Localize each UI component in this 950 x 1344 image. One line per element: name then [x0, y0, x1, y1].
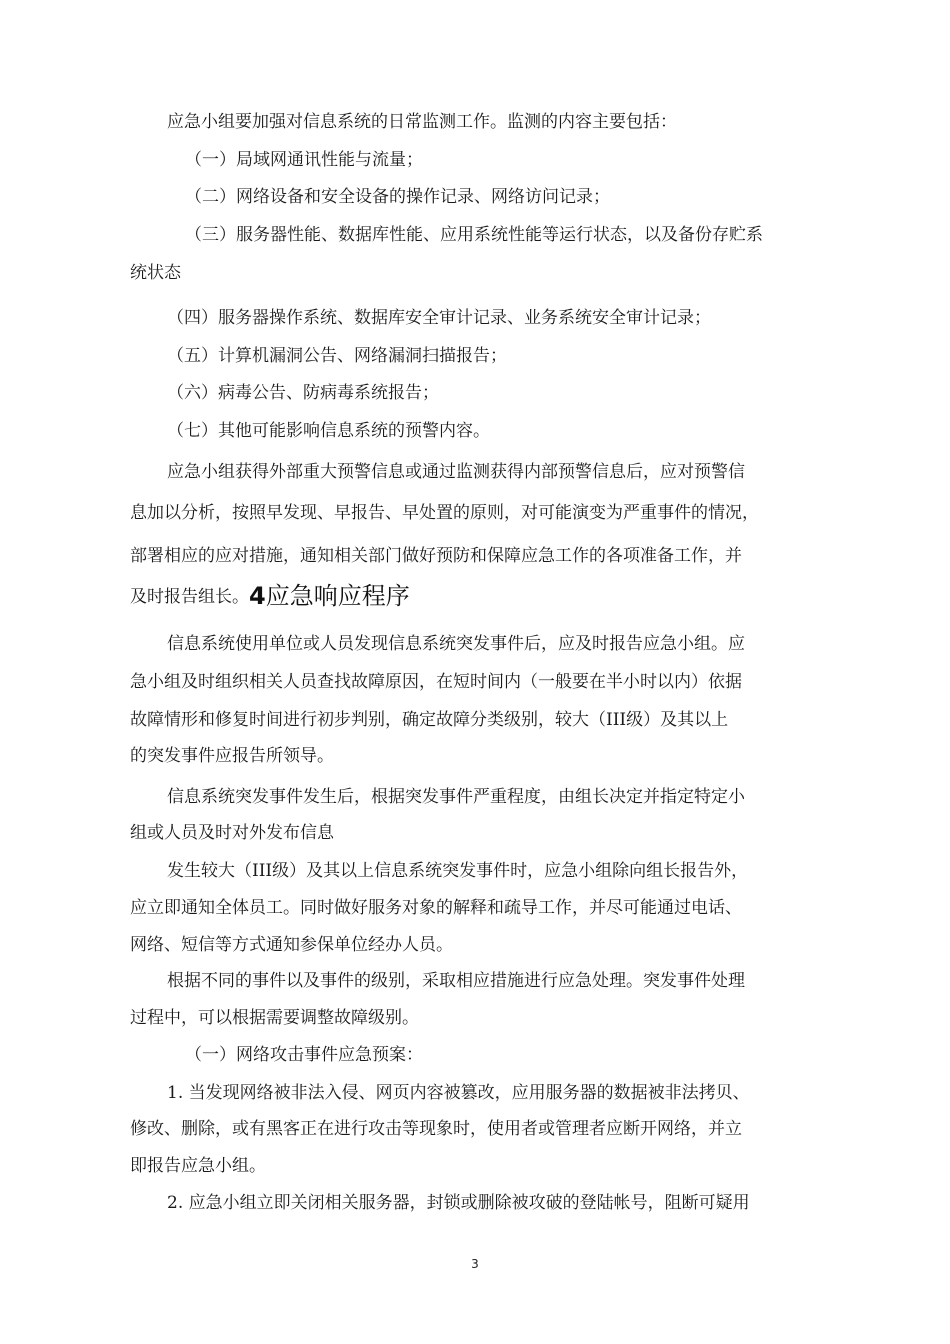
- paragraph-warning-line4-text: 及时报告组长。: [130, 587, 249, 607]
- list-item-1: （一）局域网通讯性能与流量；: [185, 150, 423, 170]
- paragraph-notify-line3: 网络、短信等方式通知参保单位经办人员。: [130, 935, 453, 955]
- subsection-network-attack: （一）网络攻击事件应急预案：: [185, 1045, 423, 1065]
- paragraph-publish-line2: 组或人员及时对外发布信息: [130, 823, 334, 843]
- paragraph-publish: 信息系统突发事件发生后，根据突发事件严重程度，由组长决定并指定特定小: [167, 787, 745, 807]
- list-item-3: （三）服务器性能、数据库性能、应用系统性能等运行状态，以及备份存贮系: [185, 225, 763, 245]
- paragraph-monitoring-intro: 应急小组要加强对信息系统的日常监测工作。监测的内容主要包括：: [167, 112, 677, 132]
- list-item-2: （二）网络设备和安全设备的操作记录、网络访问记录；: [185, 187, 610, 207]
- paragraph-warning: 应急小组获得外部重大预警信息或通过监测获得内部预警信息后，应对预警信: [167, 462, 745, 482]
- list-item-7: （七）其他可能影响信息系统的预警内容。: [167, 421, 490, 441]
- paragraph-handling: 根据不同的事件以及事件的级别，采取相应措施进行应急处理。突发事件处理: [167, 971, 745, 991]
- paragraph-notify: 发生较大（III级）及其以上信息系统突发事件时，应急小组除向组长报告外，: [167, 861, 749, 881]
- paragraph-warning-line3: 部署相应的应对措施，通知相关部门做好预防和保障应急工作的各项准备工作，并: [130, 546, 742, 566]
- section-heading-title: 应急响应程序: [265, 582, 410, 610]
- list-item-3-continued: 统状态: [130, 263, 181, 283]
- page-number: 3: [471, 1257, 479, 1271]
- list-item-5: （五）计算机漏洞公告、网络漏洞扫描报告；: [167, 346, 507, 366]
- list-item-4: （四）服务器操作系统、数据库安全审计记录、业务系统安全审计记录；: [167, 308, 711, 328]
- step-1-line2: 修改、删除，或有黑客正在进行攻击等现象时，使用者或管理者应断开网络，并立: [130, 1119, 742, 1139]
- paragraph-handling-line2: 过程中，可以根据需要调整故障级别。: [130, 1008, 419, 1028]
- step-1-line3: 即报告应急小组。: [130, 1156, 266, 1176]
- step-1: 1. 当发现网络被非法入侵、网页内容被篡改，应用服务器的数据被非法拷贝、: [167, 1083, 750, 1103]
- paragraph-warning-line4: [130, 582, 410, 610]
- list-item-6: （六）病毒公告、防病毒系统报告；: [167, 383, 439, 403]
- section-heading: [249, 582, 410, 610]
- step-2: 2. 应急小组立即关闭相关服务器，封锁或删除被攻破的登陆帐号，阻断可疑用: [167, 1193, 750, 1213]
- paragraph-response-line2: 急小组及时组织相关人员查找故障原因，在短时间内（一般要在半小时以内）依据: [130, 672, 742, 692]
- paragraph-response-line3: 故障情形和修复时间进行初步判别，确定故障分类级别，较大（III级）及其以上: [130, 710, 729, 730]
- section-heading-number: 4: [249, 582, 266, 610]
- paragraph-response-line4: 的突发事件应报告所领导。: [130, 746, 334, 766]
- paragraph-response: 信息系统使用单位或人员发现信息系统突发事件后，应及时报告应急小组。应: [167, 634, 745, 654]
- paragraph-notify-line2: 应立即通知全体员工。同时做好服务对象的解释和疏导工作，并尽可能通过电话、: [130, 898, 742, 918]
- paragraph-warning-line2: 息加以分析，按照早发现、早报告、早处置的原则，对可能演变为严重事件的情况，: [130, 503, 759, 523]
